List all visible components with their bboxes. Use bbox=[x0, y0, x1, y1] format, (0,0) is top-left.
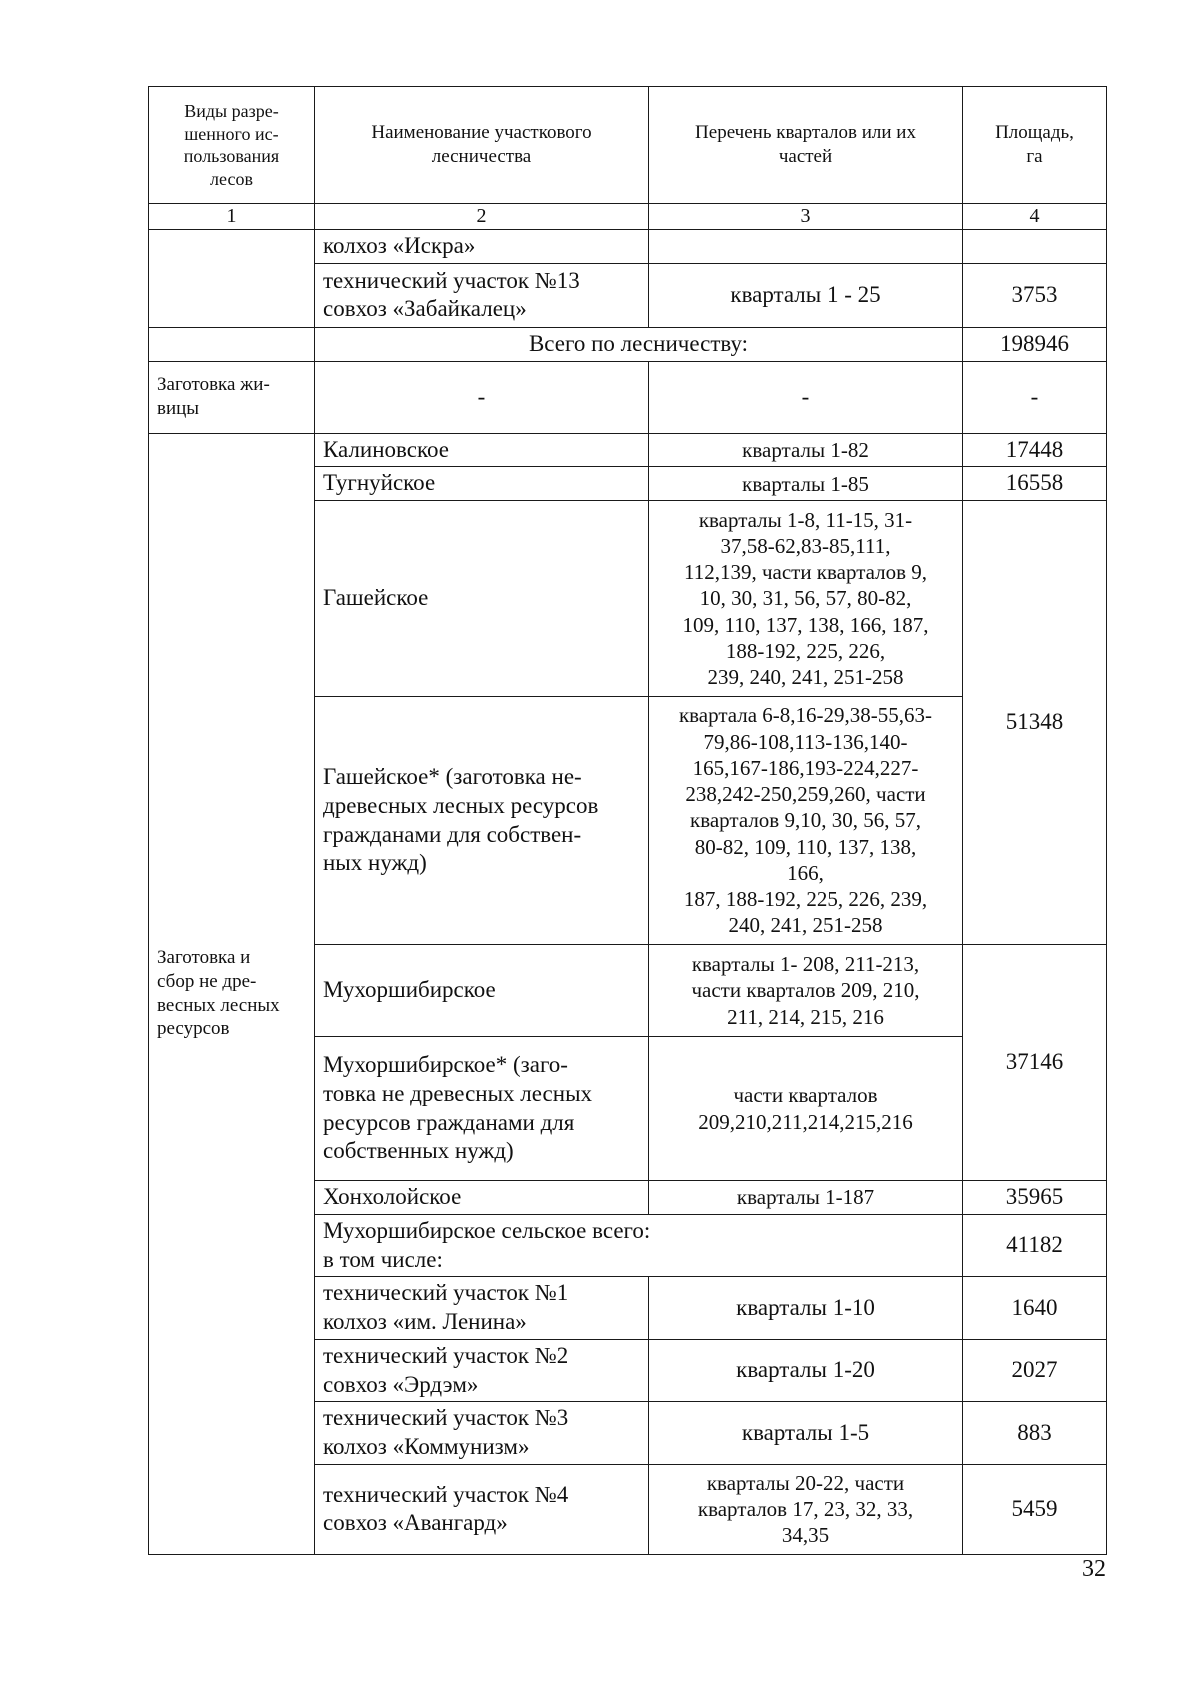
total-row bbox=[149, 327, 1107, 361]
forestry-name-cell: технический участок №2 совхоз «Эрдэм» bbox=[315, 1339, 649, 1402]
table-row bbox=[149, 433, 1107, 467]
quarters-cell: кварталы 1-8, 11-15, 31- 37,58-62,83-85,111, 112,139, части кварталов 9, 10, 30, 31, 56, 57, 80-82, 109, 110, 137, 138, 166, 187, 188-192, 225, 226, 239, 240, 241, 251-258 bbox=[649, 501, 963, 697]
quarters-cell: кварталы 1-82 bbox=[649, 433, 963, 467]
area-cell bbox=[963, 230, 1107, 264]
header-usage-type: Виды разре- шенного ис- пользования лесов bbox=[149, 87, 315, 204]
quarters-cell bbox=[649, 230, 963, 264]
quarters-cell: кварталы 20-22, части кварталов 17, 23, 32, 33, 34,35 bbox=[649, 1464, 963, 1554]
forestry-name-cell: Гашейское* (заготовка не- древесных лесных ресурсов гражданами для собствен- ных нужд) bbox=[315, 697, 649, 945]
area-cell: 2027 bbox=[963, 1339, 1107, 1402]
forest-usage-table bbox=[148, 86, 1107, 1555]
forestry-name-cell: технический участок №3 колхоз «Коммунизм» bbox=[315, 1402, 649, 1465]
quarters-cell: кварталы 1- 208, 211-213, части кварталов 209, 210, 211, 214, 215, 216 bbox=[649, 945, 963, 1037]
quarters-cell: кварталы 1 - 25 bbox=[649, 263, 963, 327]
forestry-name-cell: Тугнуйское bbox=[315, 467, 649, 501]
column-number: 4 bbox=[963, 204, 1107, 230]
quarters-cell: квартала 6-8,16-29,38-55,63- 79,86-108,113-136,140- 165,167-186,193-224,227- 238,242-250,259,260, части кварталов 9,10, 30, 56, 57, 80-82, 109, 110, 137, 138, 166, 187, 188-192, 225, 226, 239, 240, 241, 251-258 bbox=[649, 697, 963, 945]
area-cell: 35965 bbox=[963, 1181, 1107, 1215]
total-label: Всего по лесничеству: bbox=[315, 327, 963, 361]
forestry-name-cell: Мухоршибирское* (заго- товка не древесных лесных ресурсов гражданами для собственных нужд) bbox=[315, 1037, 649, 1181]
table-header-row bbox=[149, 87, 1107, 204]
table-row bbox=[149, 230, 1107, 264]
quarters-cell: кварталы 1-85 bbox=[649, 467, 963, 501]
usage-type-cell: Заготовка и сбор не дре- весных лесных ресурсов bbox=[149, 433, 315, 1554]
area-cell: 198946 bbox=[963, 327, 1107, 361]
forestry-name-cell: технический участок №4 совхоз «Авангард» bbox=[315, 1464, 649, 1554]
area-cell: 37146 bbox=[963, 945, 1107, 1181]
area-cell: 5459 bbox=[963, 1464, 1107, 1554]
column-number: 2 bbox=[315, 204, 649, 230]
table-row bbox=[149, 361, 1107, 433]
usage-type-cell bbox=[149, 327, 315, 361]
area-cell: 41182 bbox=[963, 1214, 1107, 1277]
area-cell: 1640 bbox=[963, 1277, 1107, 1340]
quarters-cell: кварталы 1-10 bbox=[649, 1277, 963, 1340]
column-number: 3 bbox=[649, 204, 963, 230]
quarters-cell: - bbox=[649, 361, 963, 433]
area-cell: - bbox=[963, 361, 1107, 433]
area-cell: 3753 bbox=[963, 263, 1107, 327]
forestry-name-cell: технический участок №13 совхоз «Забайкалец» bbox=[315, 263, 649, 327]
page-number: 32 bbox=[1082, 1556, 1106, 1582]
area-cell: 17448 bbox=[963, 433, 1107, 467]
forestry-name-cell: - bbox=[315, 361, 649, 433]
header-forestry-name: Наименование участкового лесничества bbox=[315, 87, 649, 204]
area-cell: 16558 bbox=[963, 467, 1107, 501]
header-quarters-list: Перечень кварталов или их частей bbox=[649, 87, 963, 204]
area-cell: 883 bbox=[963, 1402, 1107, 1465]
usage-type-cell: Заготовка жи- вицы bbox=[149, 361, 315, 433]
header-area: Площадь, га bbox=[963, 87, 1107, 204]
quarters-cell: кварталы 1-20 bbox=[649, 1339, 963, 1402]
area-cell: 51348 bbox=[963, 501, 1107, 945]
forestry-name-cell: колхоз «Искра» bbox=[315, 230, 649, 264]
column-number: 1 bbox=[149, 204, 315, 230]
quarters-cell: кварталы 1-5 bbox=[649, 1402, 963, 1465]
usage-type-cell bbox=[149, 230, 315, 328]
quarters-cell: части кварталов 209,210,211,214,215,216 bbox=[649, 1037, 963, 1181]
quarters-cell: кварталы 1-187 bbox=[649, 1181, 963, 1215]
forestry-name-cell: Мухоршибирское bbox=[315, 945, 649, 1037]
forestry-name-cell: технический участок №1 колхоз «им. Ленина» bbox=[315, 1277, 649, 1340]
subtotal-label: Мухоршибирское сельское всего: в том числе: bbox=[315, 1214, 963, 1277]
forestry-name-cell: Хонхолойское bbox=[315, 1181, 649, 1215]
column-numbers-row bbox=[149, 204, 1107, 230]
forestry-name-cell: Калиновское bbox=[315, 433, 649, 467]
forestry-name-cell: Гашейское bbox=[315, 501, 649, 697]
